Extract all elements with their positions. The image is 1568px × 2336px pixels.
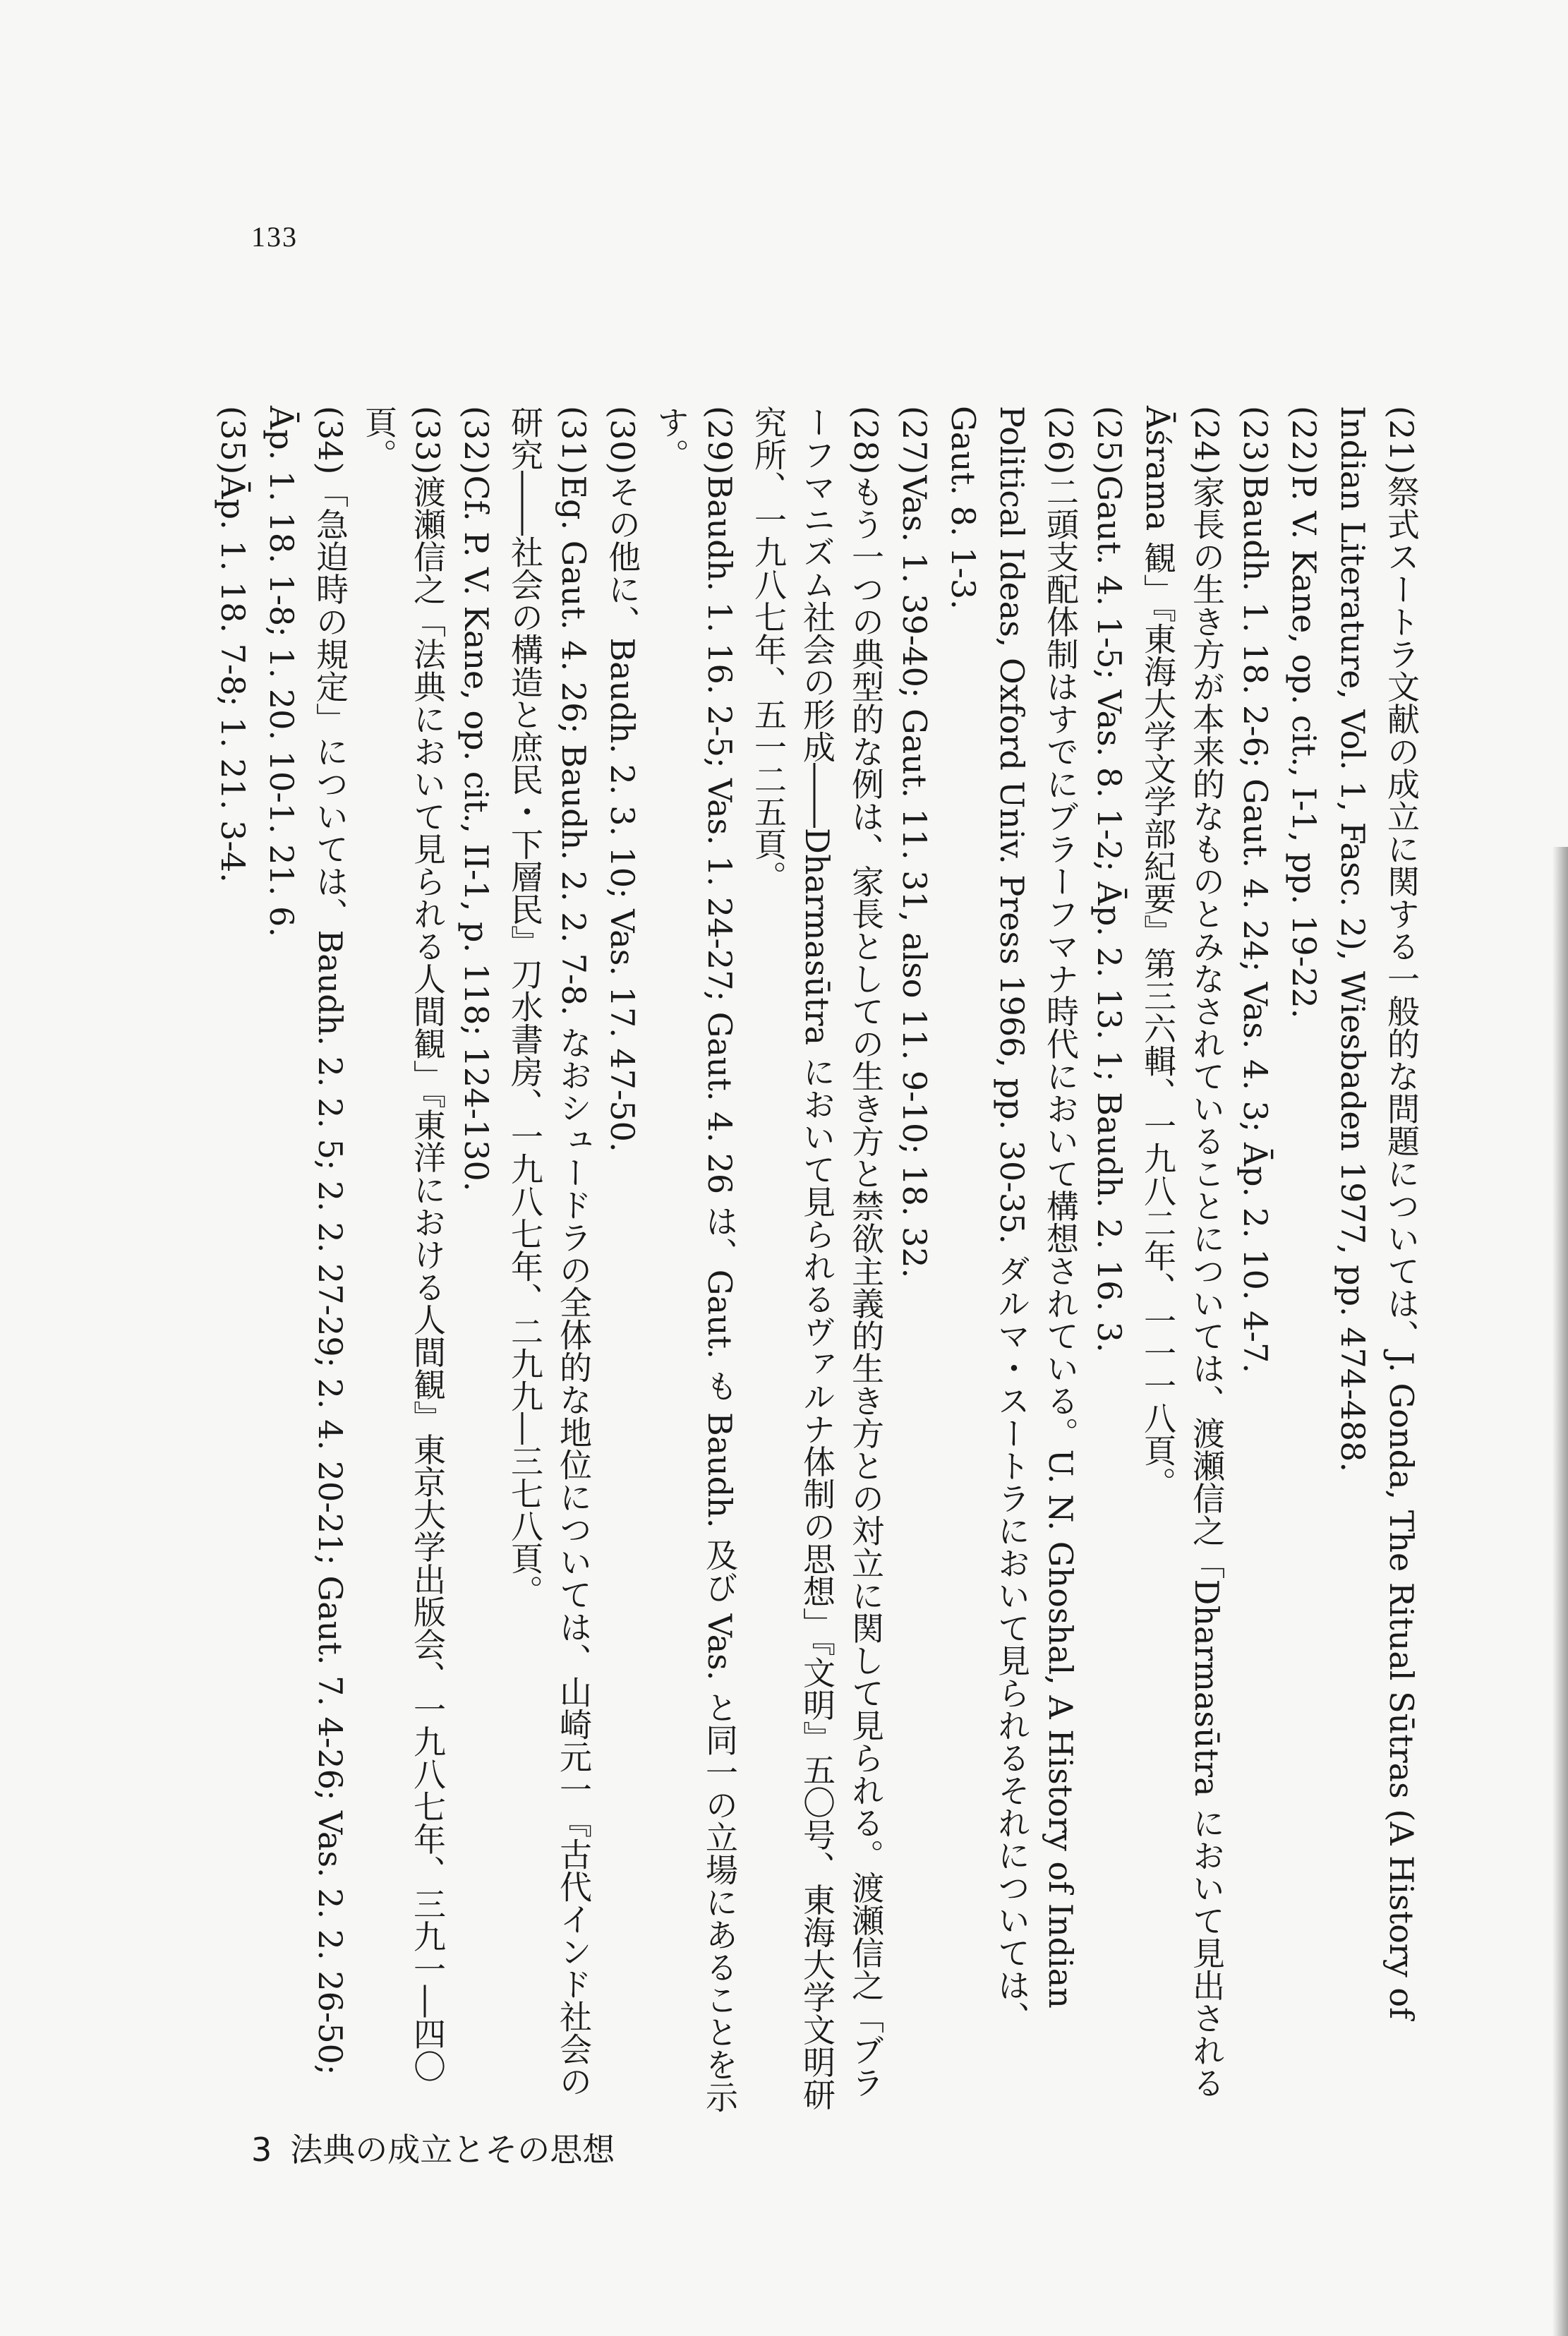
footnote-text: Eg. Gaut. 4. 26; Baudh. 2. 2. 7-8. なおシュードラの全体的な地位については、山崎元一『古代インド社会の研究――社会の構造と庶民・下層民』刀水書房、一九八七年、二九九―三七八頁。	[506, 406, 593, 2097]
footnote-number: (23)	[1236, 406, 1274, 476]
footnote-number: (28)	[847, 406, 885, 476]
footnote-number: (33)	[409, 406, 447, 476]
footnotes	[99, 406, 1425, 2114]
footnote-number: (30)	[603, 406, 641, 476]
footnote-text: その他に、Baudh. 2. 3. 10; Vas. 17. 47-50.	[603, 475, 641, 1152]
footnote-text: Cf. P. V. Kane, op. cit., II-1, p. 118; 124-130.	[457, 475, 495, 1192]
footnote-number: (31)	[555, 406, 593, 476]
footnote-text: 家長の生き方が本来的なものとみなされていることについては、渡瀬信之「Dharmasūtra において見出される Āśrama 観」『東海大学文学部紀要』第三六輯、一九八二年、一一一八頁。	[1139, 406, 1226, 2100]
footnote-text: 渡瀬信之「法典において見られる人間観」『東洋における人間観』東京大学出版会、一九八七年、三九一―四〇頁。	[360, 406, 447, 2083]
footnote-text: Baudh. 1. 16. 2-5; Vas. 1. 24-27; Gaut. 4. 26 は、Gaut. も Baudh. 及び Vas. と同一の立場にあることを示す。	[652, 406, 739, 2114]
footnote-number: (27)	[895, 406, 934, 476]
footnote-text: 「急迫時の規定」については、Baudh. 2. 2. 5; 2. 2. 27-29; 2. 4. 20-21; Gaut. 7. 4-26; Vas. 2. 2. 26-50; Āp. 1. 18. 1-8; 1. 20. 10-1. 21. 6.	[263, 406, 349, 2076]
footnote-25	[1085, 406, 1133, 2114]
footnote-number: (25)	[1090, 406, 1128, 476]
footnote-24	[1133, 406, 1231, 2114]
footnote-number: (34)	[311, 406, 349, 476]
footnote-text: Baudh. 1. 18. 2-6; Gaut. 4. 24; Vas. 4. 3; Āp. 2. 10. 4-7.	[1236, 475, 1274, 1373]
footnote-text: Gaut. 4. 1-5; Vas. 8. 1-2; Āp. 2. 13. 1; Baudh. 2. 16. 3.	[1090, 475, 1128, 1353]
footnote-29	[646, 406, 744, 2114]
footnote-27	[890, 406, 939, 2114]
running-footer	[251, 2124, 615, 2171]
page-number: 133	[251, 221, 298, 253]
footnote-30	[598, 406, 646, 2114]
footnote-text: 二頭支配体制はすでにブラーフマナ時代において構想されている。U. N. Ghoshal, A History of Indian Political Ideas, Oxford Univ. Press 1966, pp. 30-35. ダルマ・スートラにおいて見られるそれについては、Gaut. 8. 1-3.	[944, 406, 1080, 2034]
footnote-text: もう一つの典型的な例は、家長としての生き方と禁欲主義的生き方との対立に関して見られる。渡瀬信之「ブラーフマニズム社会の形成――Dharmasūtra において見られるヴァルナ体制の思想」『文明』五〇号、東海大学文明研究所、一九八七年、五一二五頁。	[749, 406, 885, 2111]
footnote-number: (24)	[1188, 406, 1226, 476]
footnote-text: 祭式スートラ文献の成立に関する一般的な問題については、J. Gonda, The Ritual Sūtras (A History of Indian Literature, Vol. 1, Fasc. 2), Wiesbaden 1977, pp. 474-488.	[1334, 406, 1421, 2020]
footnote-text: P. V. Kane, op. cit., I-1, pp. 19-22.	[1285, 475, 1323, 1019]
footnote-26	[939, 406, 1085, 2114]
footnote-31	[500, 406, 598, 2114]
footnote-number: (22)	[1285, 406, 1323, 476]
chapter-number: 3	[251, 2131, 272, 2169]
footnote-32	[452, 406, 500, 2114]
footnote-text: Āp. 1. 18. 7-8; 1. 21. 3-4.	[214, 475, 252, 883]
footnote-21	[1328, 406, 1425, 2114]
footnote-34	[257, 406, 354, 2114]
footnote-28	[744, 406, 890, 2114]
footnote-text: Vas. 1. 39-40; Gaut. 11. 31, also 11. 9-10; 18. 32.	[895, 475, 934, 1279]
footnote-number: (32)	[457, 406, 495, 476]
footnote-number: (26)	[1042, 406, 1080, 476]
footnote-23	[1231, 406, 1279, 2114]
footnote-number: (29)	[701, 406, 739, 476]
footnote-22	[1279, 406, 1328, 2114]
footnote-number: (35)	[214, 406, 252, 476]
scan-edge-shadow	[1552, 847, 1568, 2336]
chapter-title: 法典の成立とその思想	[290, 2131, 615, 2169]
footnote-33	[354, 406, 452, 2114]
footnote-35	[208, 406, 257, 2114]
footnote-number: (21)	[1382, 406, 1421, 476]
